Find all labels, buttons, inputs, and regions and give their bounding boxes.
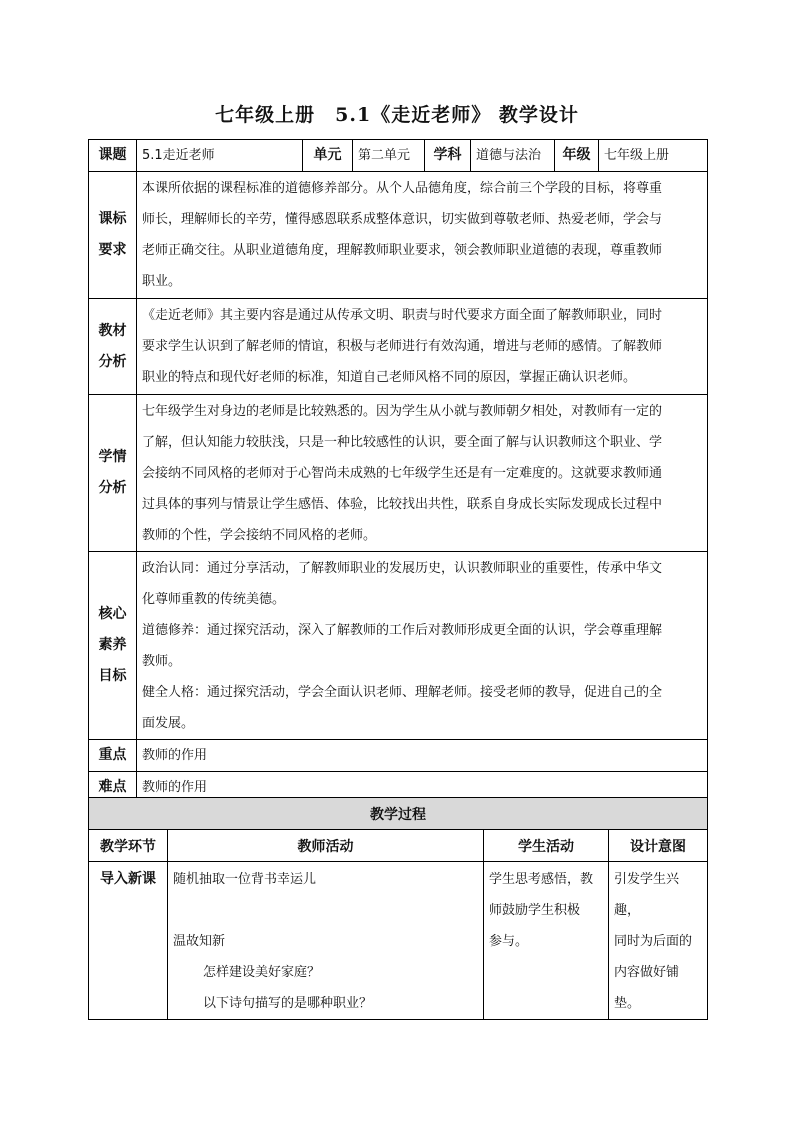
text-line: 会接纳不同风格的老师对于心智尚未成熟的七年级学生还是有一定难度的。这就要求教师通	[142, 465, 663, 481]
text-line: 教师。	[142, 653, 182, 669]
label-line: 核心	[98, 606, 127, 622]
section-text	[137, 395, 708, 552]
process-row-intro	[89, 862, 708, 1020]
section-text	[137, 552, 708, 740]
text-line: 引发学生兴趣，	[614, 872, 680, 918]
text-line: 师鼓励学生积极	[489, 903, 581, 918]
section-text	[137, 299, 708, 395]
column-header-stage: 教学环节	[89, 830, 168, 862]
unit-value: 第二单元	[353, 140, 425, 172]
student-activity-cell	[484, 862, 609, 1020]
text-line: 内容做好铺垫。	[614, 965, 680, 1011]
blank-line	[173, 895, 478, 926]
label-line: 教材	[98, 322, 127, 339]
text-line: 教师的个性，学会接纳不同风格的老师。	[142, 527, 377, 543]
difficulty-label: 难点	[89, 772, 137, 804]
topic-value: 5.1走近老师	[137, 140, 303, 172]
text-line: 怎样建设美好家庭？	[203, 965, 321, 980]
key-point-row	[89, 740, 708, 772]
section-row-standards	[89, 172, 708, 299]
label-line: 课标	[98, 211, 127, 227]
text-line: 以下诗句描写的是哪种职业？	[203, 996, 373, 1011]
column-header-intent: 设计意图	[609, 830, 708, 862]
grade-label: 年级	[555, 140, 599, 172]
label-line: 要求	[98, 242, 127, 258]
text-line: 要求学生认识到了解老师的情谊，积极与老师进行有效沟通，增进与老师的感情。了解教师	[142, 339, 663, 354]
key-point-value: 教师的作用	[137, 740, 708, 772]
section-label	[89, 395, 137, 552]
text-line: 过具体的事列与情景让学生感悟、体验，比较找出共性，联系自身成长实际发现成长过程中	[142, 496, 663, 512]
process-header: 教学过程	[89, 798, 708, 830]
teacher-activity-cell	[168, 862, 484, 1020]
process-header-row	[89, 798, 708, 830]
text-line: 面发展。	[142, 715, 195, 731]
topic-label: 课题	[89, 140, 137, 172]
text-line: 同时为后面的	[614, 934, 693, 949]
text-line: 职业的特点和现代好老师的标准，知道自己老师风格不同的原因，掌握正确认识老师。	[142, 370, 637, 385]
section-row-materials	[89, 299, 708, 395]
text-line: 老师正确交往。从职业道德角度，理解教师职业要求，领会教师职业道德的表现，尊重教师	[142, 243, 663, 258]
text-line: 政治认同：通过分享活动，了解教师职业的发展历史，认识教师职业的重要性，传承中华文	[142, 560, 663, 576]
label-line: 目标	[98, 668, 127, 684]
text-line: 职业。	[142, 274, 182, 289]
text-line: 化尊师重教的传统美德。	[142, 591, 286, 607]
text-line: 参与。	[489, 934, 529, 949]
text-line: 道德修养：通过探究活动，深入了解教师的工作后对教师形成更全面的认识，学会尊重理解	[142, 622, 663, 638]
section-label	[89, 172, 137, 299]
grade-value: 七年级上册	[599, 140, 708, 172]
teaching-process-table	[88, 797, 708, 1020]
document-title: 七年级上册 5.1《走近老师》 教学设计	[215, 104, 579, 126]
section-label	[89, 552, 137, 740]
label-line: 分析	[98, 353, 127, 370]
process-column-row	[89, 830, 708, 862]
text-line: 本课所依据的课程标准的道德修养部分。从个人品德角度，综合前三个学段的目标，将尊重	[142, 181, 663, 196]
section-label	[89, 299, 137, 395]
lesson-info-table	[88, 139, 708, 804]
key-point-label: 重点	[89, 740, 137, 772]
subject-label: 学科	[425, 140, 471, 172]
difficulty-value: 教师的作用	[137, 772, 708, 804]
text-line: 师长，理解师长的辛劳，懂得感恩联系成整体意识，切实做到尊敬老师、热爱老师，学会与	[142, 212, 663, 227]
unit-label: 单元	[303, 140, 353, 172]
text-line: 七年级学生对身边的老师是比较熟悉的。因为学生从小就与教师朝夕相处，对教师有一定的	[142, 403, 663, 419]
info-row	[89, 140, 708, 172]
section-row-core-literacy	[89, 552, 708, 740]
design-intent-cell	[609, 862, 708, 1020]
label-line: 学情	[98, 449, 127, 465]
section-text	[137, 172, 708, 299]
text-line: 学生思考感悟，教	[489, 872, 594, 887]
text-line: 《走近老师》其主要内容是通过从传承文明、职责与时代要求方面全面了解教师职业，同时	[142, 308, 663, 323]
stage-cell: 导入新课	[89, 862, 168, 1020]
text-line: 随机抽取一位背书幸运儿	[173, 872, 317, 887]
subject-value: 道德与法治	[471, 140, 555, 172]
text-line: 温故知新	[173, 934, 226, 949]
column-header-teacher: 教师活动	[168, 830, 484, 862]
section-row-students	[89, 395, 708, 552]
column-header-student: 学生活动	[484, 830, 609, 862]
text-line: 健全人格：通过探究活动，学会全面认识老师、理解老师。接受老师的教导，促进自己的全	[142, 684, 663, 700]
label-line: 素养	[98, 637, 127, 653]
label-line: 分析	[98, 480, 127, 496]
text-line: 了解，但认知能力较肤浅，只是一种比较感性的认识，要全面了解与认识教师这个职业、学	[142, 434, 663, 450]
